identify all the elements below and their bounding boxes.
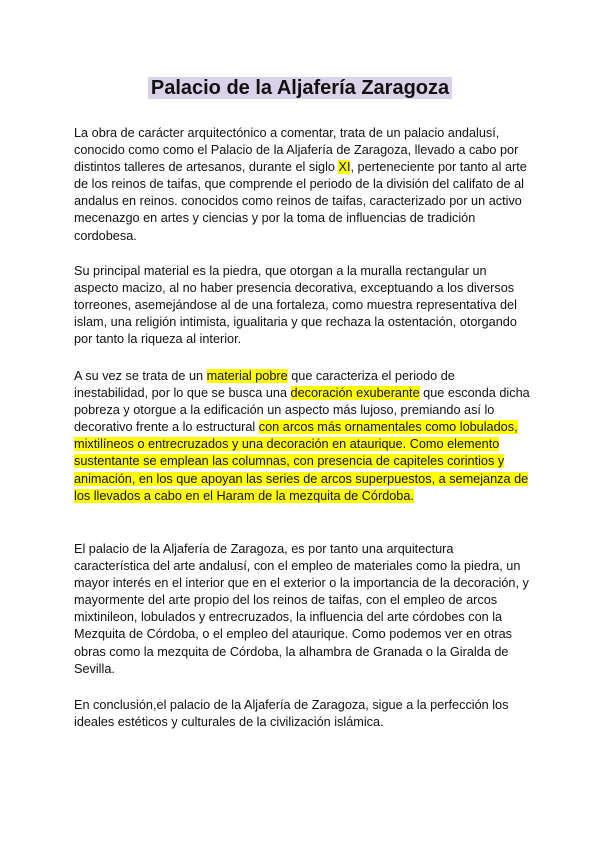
p4-text: El palacio de la Aljafería de Zaragoza, es por tanto una arquitectura característica del arte andalusí, con el empleo de materiales como la piedra, un mayor interés en el interior que en el exterior o la importancia de la decoración, y mayormente del arte propio del los reinos de taifas, con el empleo de arcos mixtinileon, lobulados y entrecruzados, la influencia del arte córdobes con la Mezquita de Córdoba, o el empleo del ataurique. Como podemos ver en otras obras como la mezquita de Córdoba, la alhambra de Granada o la Giralda de Sevilla. <box>74 542 529 676</box>
p1-text-b: , perteneciente por tanto al arte de los reinos de taifas, que comprende el periodo de la división del califato de al andalus en reinos. conocidos como reinos de taifas, caracterizado por un activo mecenazgo en artes y ciencias y por la toma de influencias de tradición cordobesa. <box>74 160 527 243</box>
title-text: Palacio de la Aljafería Zaragoza <box>148 77 452 99</box>
p5-text: En conclusión,el palacio de la Aljafería de Zaragoza, sigue a la perfección los ideales estéticos y culturales de la civilización islámica. <box>74 698 509 730</box>
p3-text-c: que esconda dicha pobreza y otorgue a la edificación un aspecto más lujoso, premiando así lo decorativo frente a lo estructural <box>74 386 530 435</box>
highlight-material-pobre: material pobre <box>206 369 288 383</box>
paragraph-material <box>74 263 532 348</box>
p3-text-b: que caracteriza el periodo de inestabilidad, por lo que se busca una <box>74 369 455 401</box>
paragraph-summary <box>74 541 532 678</box>
p3-text-a: A su vez se trata de un <box>74 369 207 383</box>
highlight-arcos: con arcos más ornamentales como lobulados, mixtilíneos o entrecruzados y una decoración en ataurique. Como elemento sustentante se emplean las columnas, con presencia de capiteles corintios y animación, en los que apoyan las series de arcos superpuestos, a semejanza de los llevados a cabo en el Haram de la mezquita de Córdoba. <box>74 420 529 503</box>
page-title <box>0 76 600 100</box>
paragraph-conclusion <box>74 697 532 731</box>
p2-text: Su principal material es la piedra, que otorgan a la muralla rectangular un aspecto macizo, al no haber presencia decorativa, exceptuando a los diversos torreones, asemejándose al de una fortaleza, como muestra representativa del islam, una religión intimista, igualitaria y que rechaza la ostentación, otorgando por tanto la riqueza al interior. <box>74 264 517 347</box>
p1-text-a: La obra de carácter arquitectónico a comentar, trata de un palacio andalusí, conocido como como el Palacio de la Aljafería de Zaragoza, llevado a cabo por distintos talleres de artesanos, durante el siglo <box>74 126 519 175</box>
highlight-decoracion-exuberante: decoración exuberante <box>290 386 420 401</box>
paragraph-decoration <box>74 368 532 505</box>
paragraph-intro <box>74 125 532 245</box>
highlight-century: XI <box>338 160 351 175</box>
